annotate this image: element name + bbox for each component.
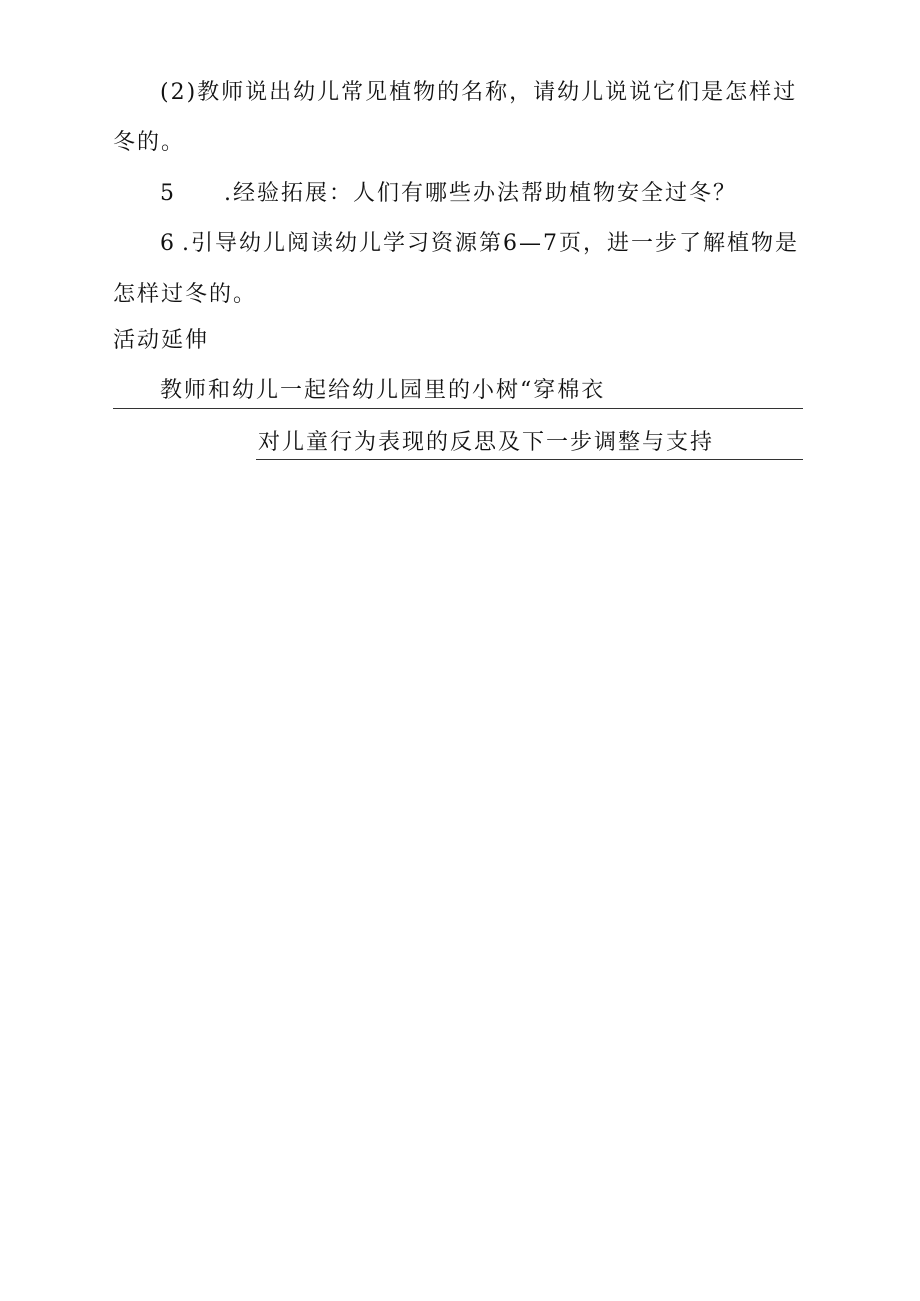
step-4-2-line-2: 冬的。 — [113, 130, 186, 155]
divider-line-2 — [256, 459, 803, 460]
step-6-line-1 — [160, 229, 799, 259]
step-4-2-text: 教师说出幼儿常见植物的名称，请幼儿说说它们是怎样过 — [197, 80, 798, 105]
step-5-number: 5 — [160, 181, 176, 206]
extension-text: 教师和幼儿一起给幼儿园里的小树“穿棉衣 — [160, 378, 606, 403]
step-6-line-2: 怎样过冬的。 — [113, 282, 258, 307]
extension-heading: 活动延伸 — [113, 328, 210, 353]
divider-line-1 — [113, 408, 803, 409]
step-5-line — [160, 179, 737, 209]
step-4-2-line-1 — [160, 78, 797, 108]
step-6-text: .引导幼儿阅读幼儿学习资源第6—7页，进一步了解植物是 — [182, 231, 799, 256]
step-4-2-marker: (2) — [160, 80, 198, 105]
step-6-number: 6 — [160, 231, 176, 256]
step-5-text: .经验拓展：人们有哪些办法帮助植物安全过冬？ — [224, 181, 737, 206]
reflection-heading: 对儿童行为表现的反思及下一步调整与支持 — [258, 430, 715, 455]
